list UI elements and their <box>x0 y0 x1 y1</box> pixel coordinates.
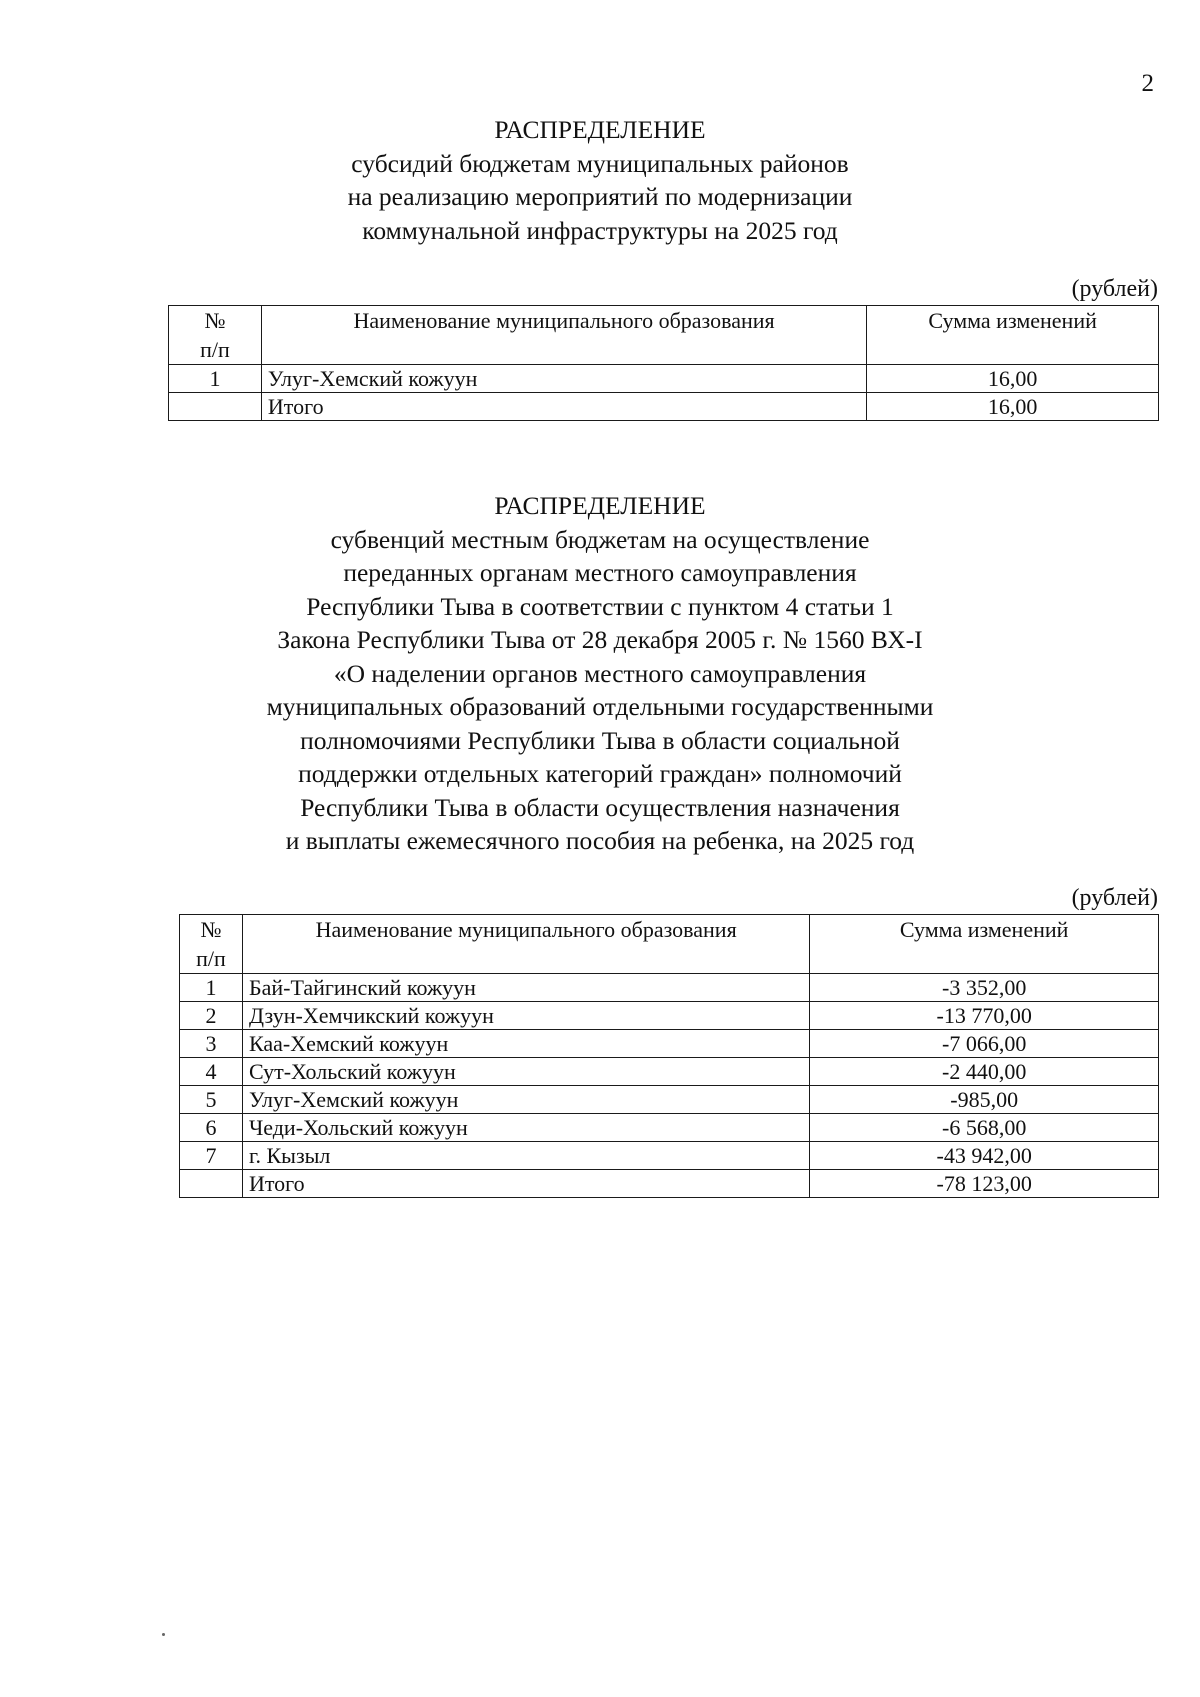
section1-units-label: (рублей) <box>1071 276 1158 302</box>
header-name: Наименование муниципального образования <box>242 915 809 974</box>
section2-heading-line: Республики Тыва в области осуществления назначения <box>300 792 900 822</box>
row-sum: 16,00 <box>867 365 1159 393</box>
row-sum: -2 440,00 <box>810 1058 1159 1086</box>
table-row <box>180 974 1159 1002</box>
section2-heading-line: полномочиями Республики Тыва в области социальной <box>300 725 900 755</box>
table-row <box>169 365 1159 393</box>
row-name: Итого <box>242 1170 809 1198</box>
section2-heading-line: поддержки отдельных категорий граждан» полномочий <box>298 759 902 788</box>
header-sum: Сумма изменений <box>810 915 1159 974</box>
table-total-row <box>180 1170 1159 1198</box>
row-sum: -3 352,00 <box>810 974 1159 1002</box>
row-name: Чеди-Хольский кожуун <box>242 1114 809 1142</box>
table-total-row <box>169 393 1159 421</box>
row-name: Бай-Тайгинский кожуун <box>242 974 809 1002</box>
section2-heading-line: «О наделении органов местного самоуправления <box>333 658 867 688</box>
row-name: Итого <box>261 393 866 421</box>
row-sum: -13 770,00 <box>810 1002 1159 1030</box>
section1-table <box>168 305 1159 421</box>
header-number: № п/п <box>169 306 262 365</box>
section1-heading-line: субсидий бюджетам муниципальных районов <box>351 148 849 178</box>
row-name: Улуг-Хемский кожуун <box>261 365 866 393</box>
row-number: 3 <box>180 1030 243 1058</box>
section1-heading-line: коммунальной инфраструктуры на 2025 год <box>362 215 838 245</box>
header-sum: Сумма изменений <box>867 306 1159 365</box>
section2-heading-line: Закона Республики Тыва от 28 декабря 2005 г. № 1560 ВХ-I <box>277 625 923 654</box>
section1-heading <box>0 113 1200 247</box>
table-row <box>180 1086 1159 1114</box>
row-number: 2 <box>180 1002 243 1030</box>
row-sum: -43 942,00 <box>810 1142 1159 1170</box>
section2-title: РАСПРЕДЕЛЕНИЕ <box>494 491 706 520</box>
row-name: Улуг-Хемский кожуун <box>242 1086 809 1114</box>
section2-heading-line: Республики Тыва в соответствии с пунктом 4 статьи 1 <box>306 591 894 621</box>
table-row <box>180 1030 1159 1058</box>
row-sum: -7 066,00 <box>810 1030 1159 1058</box>
table-row <box>180 1002 1159 1030</box>
row-number: 4 <box>180 1058 243 1086</box>
section2-heading-line: и выплаты ежемесячного пособия на ребенка, на 2025 год <box>285 826 915 855</box>
section2-heading-line: субвенций местным бюджетам на осуществление <box>330 524 870 554</box>
section2-table <box>179 914 1159 1198</box>
section2-units-label: (рублей) <box>1071 885 1158 911</box>
section2-heading-line: переданных органам местного самоуправления <box>343 558 857 587</box>
table-row <box>180 1142 1159 1170</box>
row-number: 5 <box>180 1086 243 1114</box>
row-number: 6 <box>180 1114 243 1142</box>
row-sum: -78 123,00 <box>810 1170 1159 1198</box>
scan-speck <box>162 1633 165 1636</box>
section2-heading <box>0 489 1200 858</box>
section1-heading-line: на реализацию мероприятий по модернизации <box>347 182 853 211</box>
row-sum: -985,00 <box>810 1086 1159 1114</box>
row-number <box>169 393 262 421</box>
row-number: 1 <box>169 365 262 393</box>
table-row <box>180 1058 1159 1086</box>
row-name: Дзун-Хемчикский кожуун <box>242 1002 809 1030</box>
row-number: 1 <box>180 974 243 1002</box>
section2-heading-line: муниципальных образований отдельными государственными <box>266 692 934 721</box>
row-number <box>180 1170 243 1198</box>
table-header-row <box>169 306 1159 365</box>
row-sum: -6 568,00 <box>810 1114 1159 1142</box>
section1-title: РАСПРЕДЕЛЕНИЕ <box>494 115 706 144</box>
row-name: г. Кызыл <box>242 1142 809 1170</box>
row-number: 7 <box>180 1142 243 1170</box>
header-name: Наименование муниципального образования <box>261 306 866 365</box>
header-number: № п/п <box>180 915 243 974</box>
row-name: Каа-Хемский кожуун <box>242 1030 809 1058</box>
page-number: 2 <box>1141 70 1154 97</box>
row-name: Сут-Хольский кожуун <box>242 1058 809 1086</box>
table-row <box>180 1114 1159 1142</box>
table-header-row <box>180 915 1159 974</box>
row-sum: 16,00 <box>867 393 1159 421</box>
